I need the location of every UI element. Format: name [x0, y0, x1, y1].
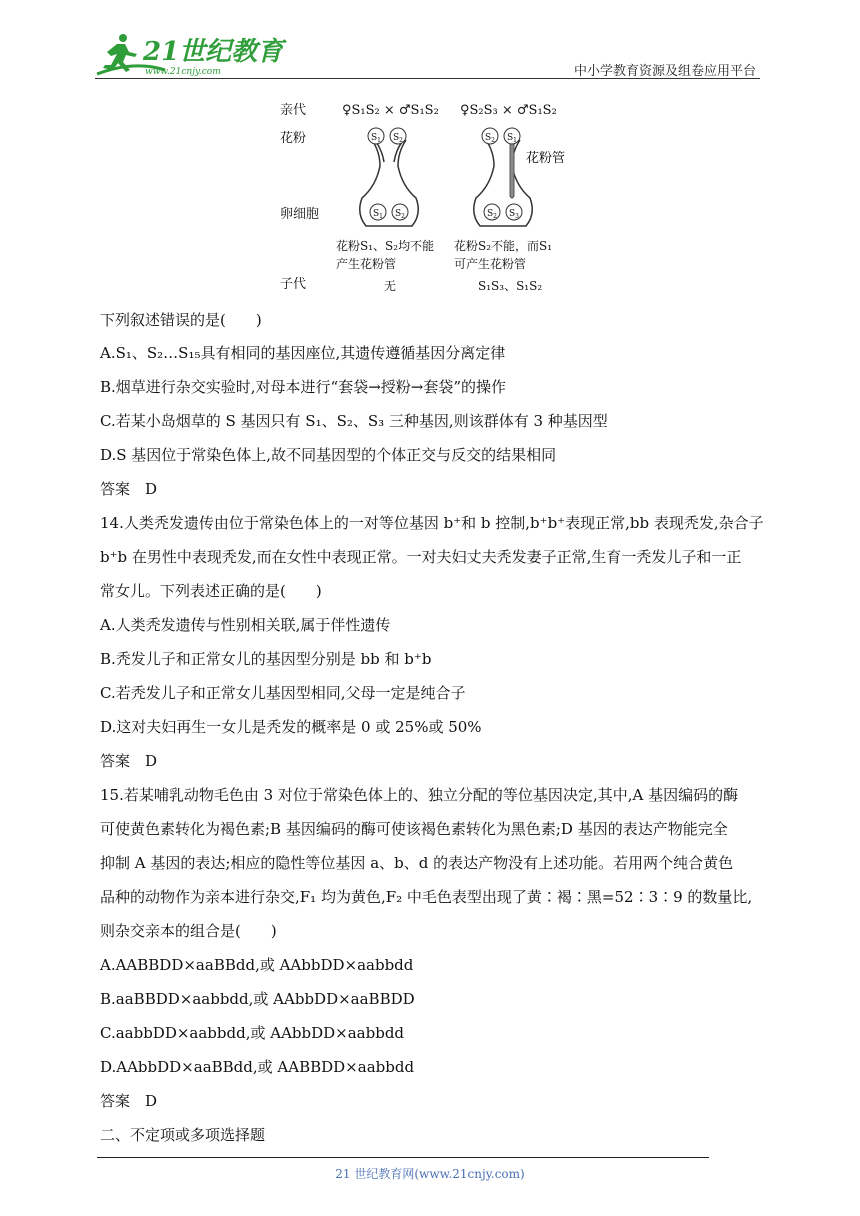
- right-pistil: [474, 140, 533, 226]
- left-egg-cells: [370, 204, 408, 220]
- svg-text:S1: $S_1$: [371, 133, 381, 144]
- header-divider: [95, 78, 760, 79]
- footer-divider: [97, 1157, 709, 1158]
- svg-text:S2: $S_2$: [393, 133, 403, 144]
- page-header: [95, 30, 760, 80]
- q15-answer: 答案 D: [100, 1092, 158, 1110]
- q15-option-d: D.AAbbDD×aaBBdd,或 AABBDD×aabbdd: [100, 1058, 415, 1076]
- left-pollen-grains: [368, 128, 406, 144]
- footer-link[interactable]: 21 世纪教育网(www.21cnjy.com): [335, 1167, 525, 1181]
- q13-option-c: C.若某小岛烟草的 S 基因只有 S₁、S₂、S₃ 三种基因,则该群体有 3 种基因型: [100, 412, 608, 430]
- row-label-parent: 亲代: [280, 103, 307, 118]
- q15-stem-line1: 15.若某哺乳动物毛色由 3 对位于常染色体上的、独立分配的等位基因决定,其中,A 基因编码的酶: [100, 786, 739, 804]
- q15-stem-line5: 则杂交亲本的组合是( ): [100, 922, 277, 940]
- left-note-2: 产生花粉管: [336, 257, 397, 271]
- q14-option-a: A.人类秃发遗传与性别相关联,属于伴性遗传: [100, 616, 391, 634]
- site-logo: [95, 30, 284, 78]
- q13-answer: 答案 D: [100, 480, 158, 498]
- left-offspring: 无: [384, 279, 397, 293]
- right-pollen-grains: [482, 128, 520, 144]
- q14-option-c: C.若秃发儿子和正常女儿基因型相同,父母一定是纯合子: [100, 684, 466, 702]
- q15-stem-line3: 抑制 A 基因的表达;相应的隐性等位基因 a、b、d 的表达产物没有上述功能。若用两个纯合黄色: [100, 854, 734, 872]
- svg-text:S3: $S_3$: [509, 209, 519, 220]
- pollen-tube: [510, 142, 514, 198]
- section-heading: 二、不定项或多项选择题: [100, 1126, 266, 1144]
- left-note-1: 花粉S₁、S₂均不能: [336, 239, 435, 253]
- q13-option-b: B.烟草进行杂交实验时,对母本进行“套袋→授粉→套袋”的操作: [100, 378, 507, 396]
- svg-text:S2: $S_2$: [395, 209, 405, 220]
- q15-option-b: B.aaBBDD×aabbdd,或 AAbbDD×aaBBDD: [100, 990, 415, 1008]
- right-cross: ♀S₂S₃ × ♂S₁S₂: [460, 103, 557, 118]
- q13-option-a: A.S₁、S₂…S₁₅具有相同的基因座位,其遗传遵循基因分离定律: [100, 344, 506, 362]
- right-egg-cells: [484, 204, 522, 220]
- q14-stem-line1: 14.人类秃发遗传由位于常染色体上的一对等位基因 b⁺和 b 控制,b⁺b⁺表现正常,bb 表现秃发,杂合子: [100, 514, 764, 532]
- svg-text:S2: $S_2$: [485, 133, 495, 144]
- platform-name: 中小学教育资源及组卷应用平台: [573, 64, 756, 79]
- pollen-tube-label: 花粉管: [526, 151, 566, 166]
- q13-option-d: D.S 基因位于常染色体上,故不同基因型的个体正交与反交的结果相同: [100, 446, 557, 464]
- q13-stem: 下列叙述错误的是( ): [100, 311, 262, 329]
- q15-option-a: A.AABBDD×aaBBdd,或 AAbbDD×aabbdd: [100, 956, 414, 974]
- svg-text:21世纪教育: 21世纪教育: [143, 37, 284, 67]
- row-label-egg: 卵细胞: [280, 207, 320, 222]
- q14-option-d: D.这对夫妇再生一女儿是秃发的概率是 0 或 25%或 50%: [100, 718, 482, 736]
- row-label-offspring: 子代: [280, 277, 307, 292]
- q15-stem-line2: 可使黄色素转化为褐色素;B 基因编码的酶可使该褐色素转化为黑色素;D 基因的表达产物能完全: [100, 820, 728, 838]
- q14-stem-line3: 常女儿。下列表述正确的是( ): [100, 582, 322, 600]
- left-pistil: [360, 140, 419, 226]
- q15-option-c: C.aabbDD×aabbdd,或 AAbbDD×aabbdd: [100, 1024, 405, 1042]
- q15-stem-line4: 品种的动物作为亲本进行杂交,F₁ 均为黄色,F₂ 中毛色表型出现了黄∶褐∶黑=52∶3∶9 的数量比,: [100, 888, 753, 906]
- right-note-2: 可产生花粉管: [454, 257, 527, 271]
- svg-text:S1: $S_1$: [373, 209, 383, 220]
- q14-option-b: B.秃发儿子和正常女儿的基因型分别是 bb 和 b⁺b: [100, 650, 432, 668]
- row-label-pollen: 花粉: [280, 131, 307, 146]
- right-offspring: S₁S₃、S₁S₂: [478, 279, 543, 293]
- right-note-1: 花粉S₂不能，而S₁: [454, 239, 553, 253]
- left-cross: ♀S₁S₂ × ♂S₁S₂: [342, 103, 439, 118]
- q14-stem-line2: b⁺b 在男性中表现秃发,而在女性中表现正常。一对夫妇丈夫秃发妻子正常,生育一秃发儿子和一正: [100, 548, 742, 566]
- q14-answer: 答案 D: [100, 752, 158, 770]
- svg-text:S1: $S_1$: [507, 133, 517, 144]
- svg-text:S2: $S_2$: [487, 209, 497, 220]
- self-incompatibility-diagram: [280, 96, 580, 302]
- svg-text:www.21cnjy.com: www.21cnjy.com: [145, 67, 221, 77]
